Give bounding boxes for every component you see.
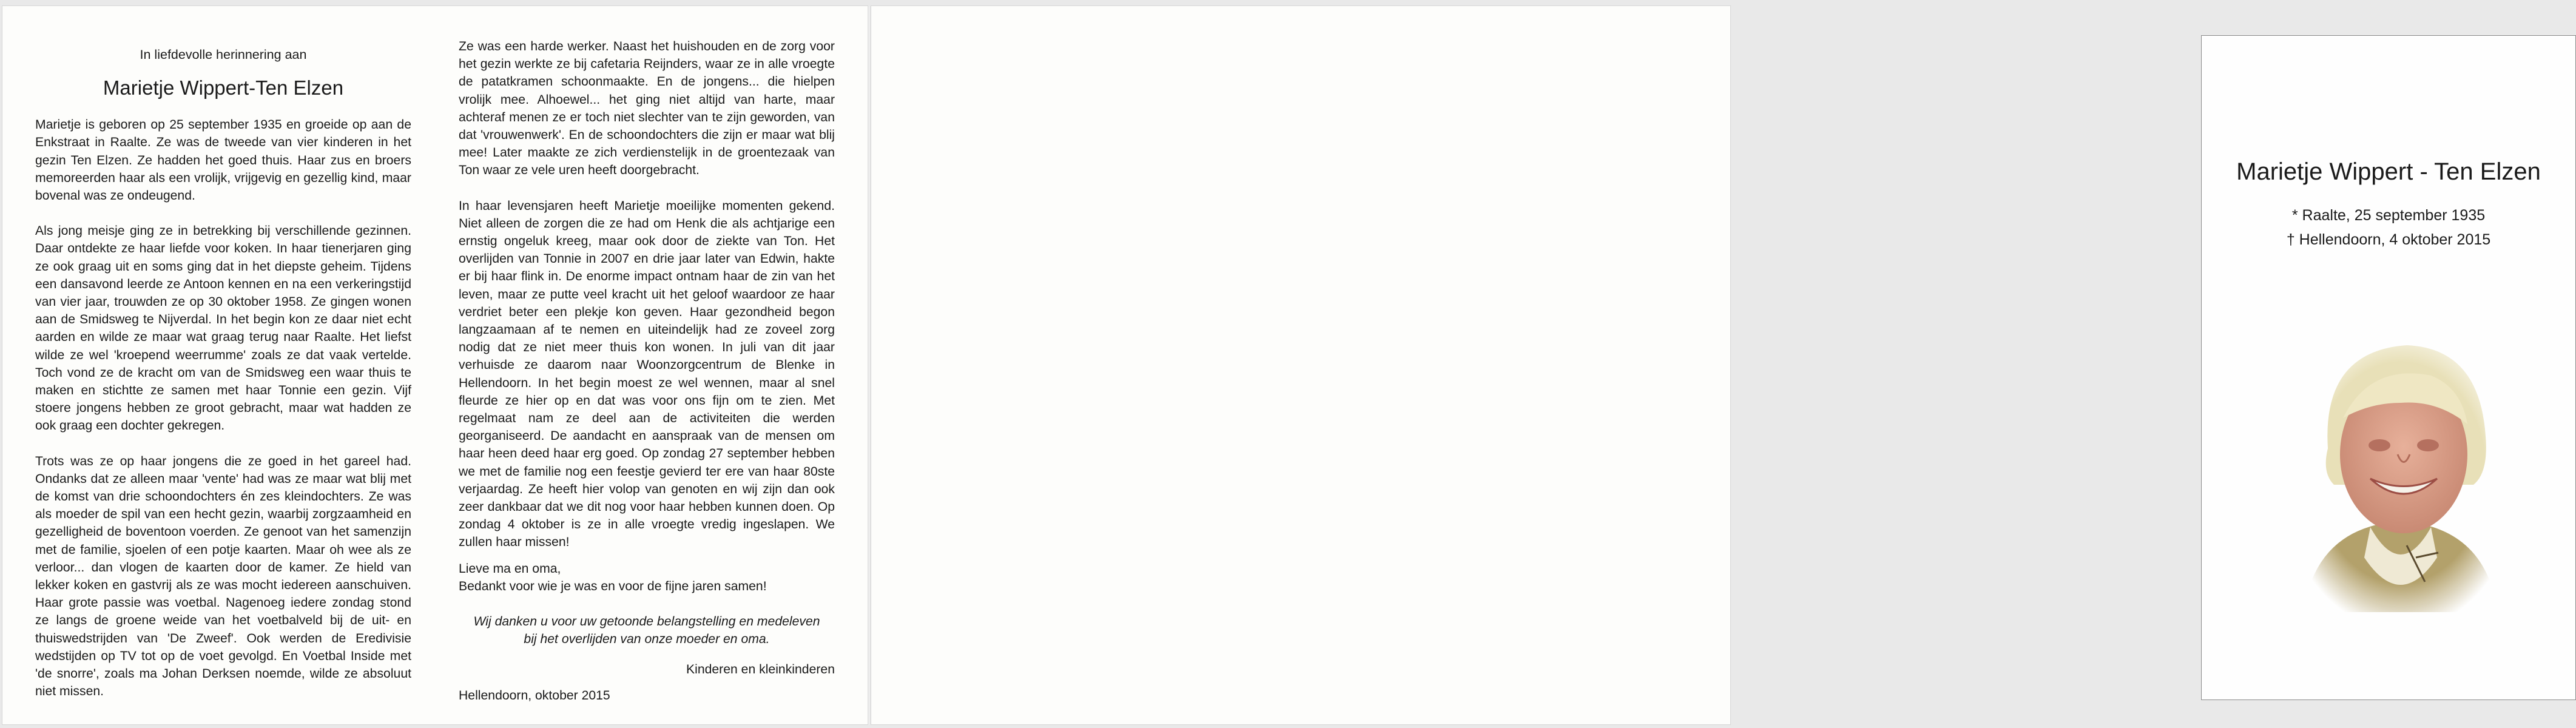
right-sheet — [871, 6, 2541, 724]
birth-date: * Raalte, 25 september 1935 — [2291, 207, 2486, 224]
memorial-card — [2, 6, 2541, 724]
closing-line-1: Lieve ma en oma, — [459, 561, 561, 576]
place-date: Hellendoorn, oktober 2015 — [459, 688, 610, 703]
paragraph-family: Trots was ze op haar jongens die ze goed in het gareel had. Ondanks dat ze alleen maar 'vente' had was ze maar wat blij met de komst van drie schoondochters én zes kleindochters. Ze was als moeder de spil van een hecht gezin, waarbij zorgzaamheid en gezelligheid de boventoon voerden. Ze genoot van het samenzijn met de familie, sjoelen of een potje kaarten. Maar oh wee als ze verloor... dan vlogen de kaarten door de kamer. Ze hield van lekker koken en gastvrij als ze was mocht iedereen aanschuiven. Haar grote passie was voetbal. Nagenoeg iedere zondag stond ze langs de groene weide van het voetbalveld bij de uit- en thuiswedstrijden van 'De Zweef'. Ook werden de Eredivisie wedstijden op TV tot op de voet gevolgd. En Voetbal Inside met 'de snorre', zoals ma Johan Derksen noemde, wilde ze absoluut niet missen. — [35, 454, 411, 699]
paragraph-work: Ze was een harde werker. Naast het huishouden en de zorg voor het gezin werkte ze bij cafetaria Reijnders, waar ze in alle vroegte de patatkramen schoonmaakte. En de jongens... die hielpen vrolijk mee. Alhoewel... het ging niet altijd van harte, maar achteraf menen ze er toch niet slechter van te zijn geworden, van dat 'vrouwenwerk'. En de schoondochters die zijn er maar wat blij mee! Later maakte ze zich verdienstelijk in de groentezaak van Ton waar ze vele uren heeft doorgebracht. — [459, 39, 835, 178]
thanks-note — [459, 613, 835, 648]
portrait-frame — [2201, 35, 2576, 700]
portrait-photo — [2279, 327, 2522, 630]
text-column-2 — [459, 38, 835, 704]
left-sheet — [2, 6, 868, 724]
paragraph-childhood: Marietje is geboren op 25 september 1935 en groeide op aan de Enkstraat in Raalte. Ze was de tweede van vier kinderen in het gezin Ten Elzen. Ze hadden het goed thuis. Haar zus en broers memoreerden haar als een vrolijk, vrijgevig en gezellig kind, maar bovenal was ze ondeugend. — [35, 118, 411, 203]
thanks-line-2: bij het overlijden van onze moeder en oma. — [524, 632, 770, 647]
portrait-name: Marietje Wippert - Ten Elzen — [2236, 158, 2541, 185]
life-dates — [2202, 203, 2575, 252]
signature: Kinderen en kleinkinderen — [686, 662, 835, 676]
deceased-name-heading: Marietje Wippert-Ten Elzen — [103, 76, 344, 99]
closing-line-2: Bedankt voor wie je was en voor de fijne jaren samen! — [459, 579, 767, 593]
paragraph-later-years: In haar levensjaren heeft Marietje moeilijke momenten gekend. Niet alleen de zorgen die ze had om Henk die als achtjarige een ernstig ongeluk kreeg, maar ook door de ziekte van Ton. Het overlijden van Tonnie in 2007 en drie jaar later van Edwin, hakte er bij haar flink in. De enorme impact ontnam haar de zin van het leven, maar ze putte veel kracht uit het geloof waardoor ze haar verdriet beter een plekje kon geven. Haar gezondheid begon langzaamaan af te nemen en uiteindelijk had ze zoveel zorg nodig dat ze niet meer thuis kon wonen. In juli van dit jaar verhuisde ze daarom naar Woonzorgcentrum de Blenke in Hellendoorn. In het begin moest ze wel wennen, maar al snel fleurde ze hier op en dat was voor ons fijn om te zien. Met regelmaat nam ze deel aan de activiteiten die werden georganiseerd. De aandacht en aanspraak van de mensen om haar heen deed haar erg goed. Op zondag 27 september hebben we met de familie nog een feestje gevierd ter ere van haar 80ste verjaardag. Ze heeft hier volop van genoten en wij zijn dan ook zeer dankbaar dat we dit nog voor haar hebben kunnen doen. Op zondag 4 oktober is ze in alle vroegte vredig ingeslapen. We zullen haar missen! — [459, 198, 835, 550]
thanks-line-1: Wij danken u voor uw getoonde belangstelling en medeleven — [473, 615, 820, 629]
text-column-1 — [35, 38, 411, 701]
intro-line: In liefdevolle herinnering aan — [140, 47, 307, 62]
paragraph-marriage: Als jong meisje ging ze in betrekking bij verschillende gezinnen. Daar ontdekte ze haar liefde voor koken. In haar tienerjaren ging ze ook graag uit en soms ging dat in het diepste geheim. Tijdens een dansavond leerde ze Antoon kennen en na een verkeringstijd van vier jaar, trouwden ze op 30 oktober 1958. Ze gingen wonen aan de Smidsweg te Nijverdal. In het begin kon ze daar niet echt aarden en wilde ze maar wat graag terug naar Raalte. Het liefst wilde ze wel 'kroepend weerrumme' zoals ze dat vaak vertelde. Toch vond ze de kracht om van de Smidsweg een waar thuis te maken en stichtte ze samen met haar Tonnie een gezin. Vijf stoere jongens hebben ze groot gebracht, maar wat hadden ze ook graag een dochter gekregen. — [35, 224, 411, 433]
closing-words — [459, 560, 835, 595]
death-date: † Hellendoorn, 4 oktober 2015 — [2286, 231, 2491, 248]
